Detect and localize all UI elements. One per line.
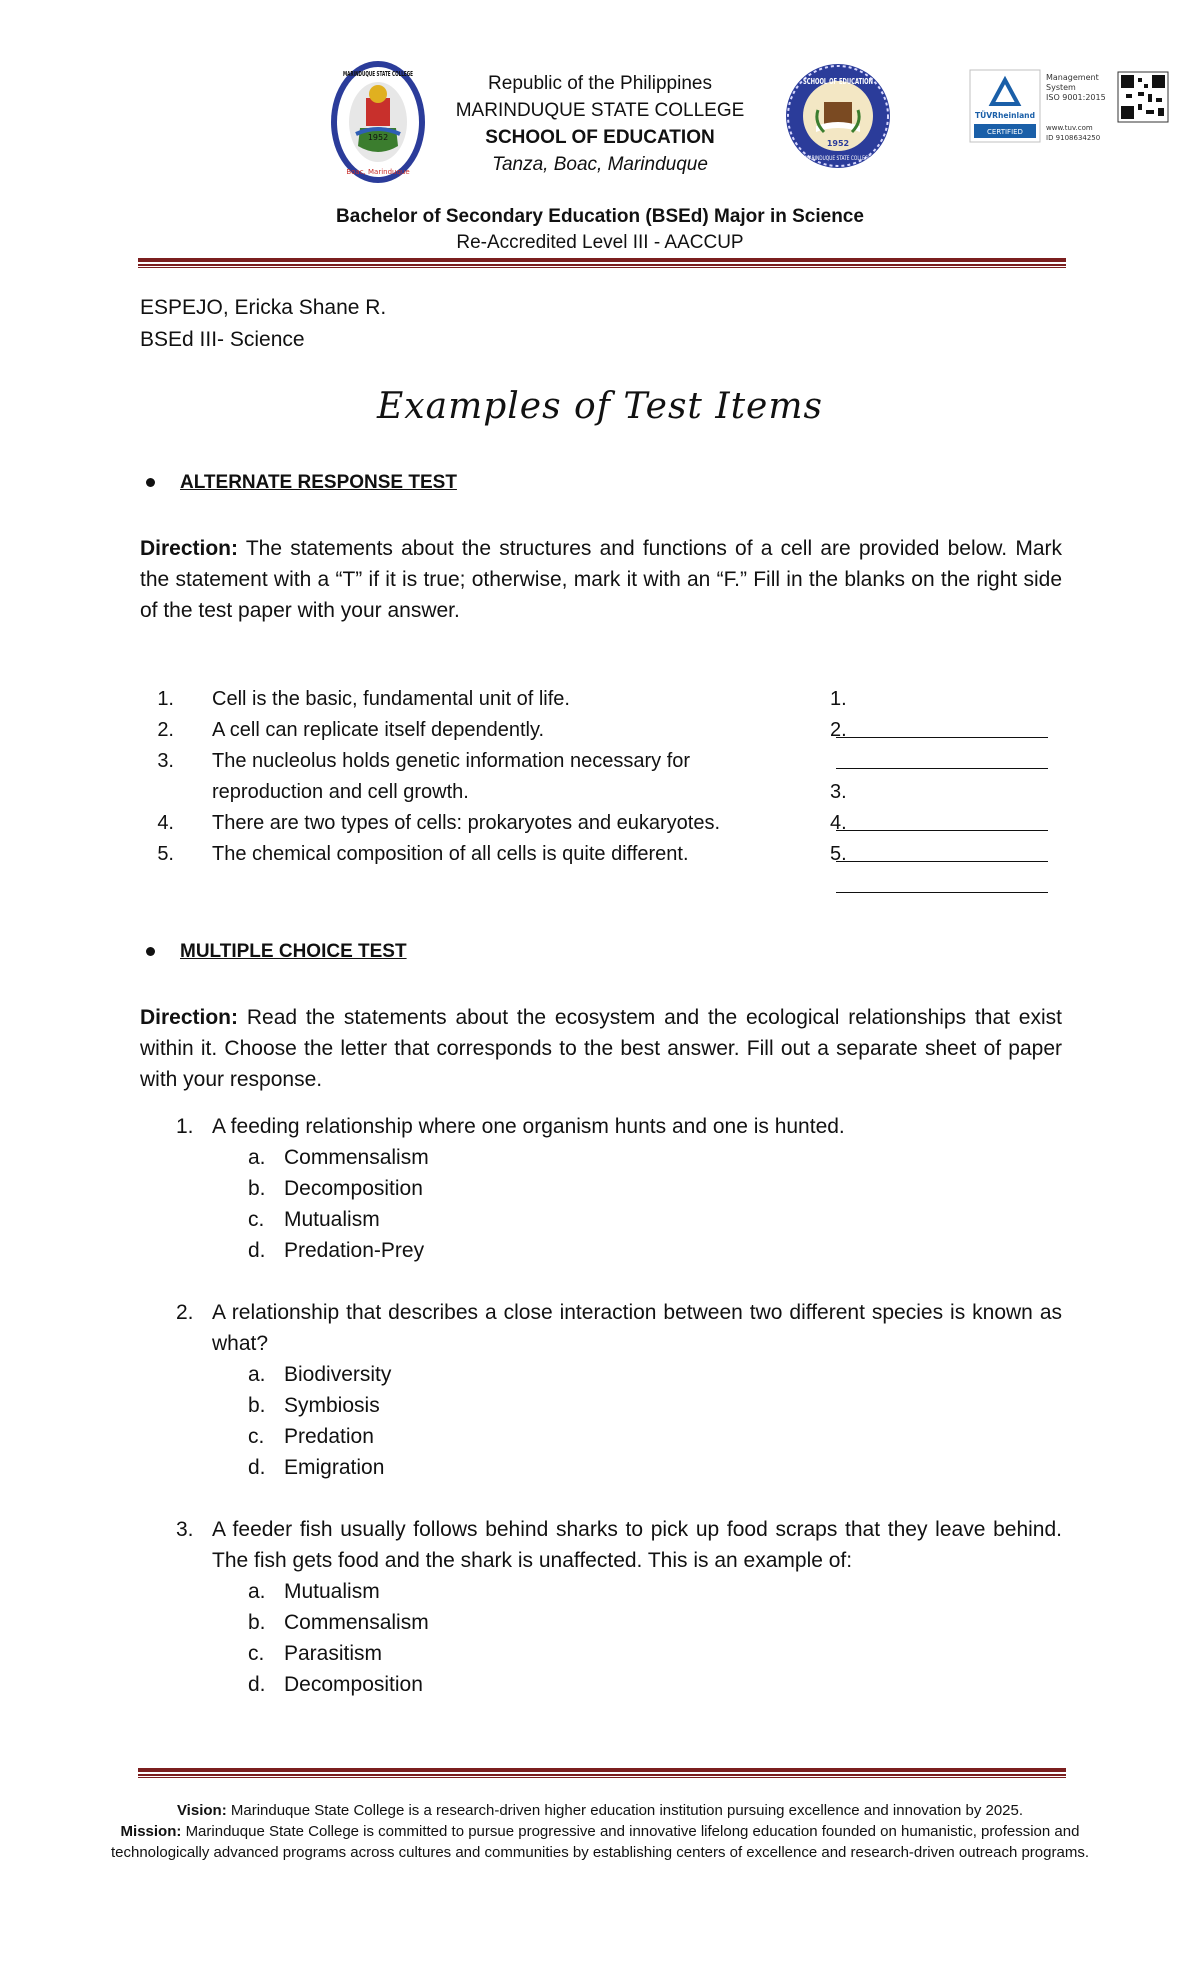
header-divider bbox=[138, 258, 1066, 268]
footer-divider bbox=[138, 1768, 1066, 1778]
svg-text:TÜVRheinland: TÜVRheinland bbox=[975, 111, 1039, 120]
list-item: 3. The nucleolus holds genetic information necessary for reproduction and cell growth. 3. bbox=[140, 746, 1062, 808]
school-name: SCHOOL OF EDUCATION bbox=[485, 127, 715, 148]
option-item: a. Biodiversity bbox=[248, 1363, 392, 1386]
question-text: 1. A feeding relationship where one organism hunts and one is hunted. bbox=[176, 1115, 845, 1138]
bullet-icon bbox=[146, 947, 155, 956]
iso-certification-badge-icon bbox=[970, 70, 1170, 146]
answer-blank[interactable]: 5. bbox=[830, 839, 1062, 903]
option-item: b. Commensalism bbox=[248, 1611, 429, 1634]
alternate-direction bbox=[140, 533, 1062, 626]
multiple-direction bbox=[140, 1002, 1062, 1095]
option-list bbox=[140, 1359, 1062, 1483]
school-of-education-seal-icon bbox=[784, 62, 892, 170]
college-name: MARINDUQUE STATE COLLEGE bbox=[455, 100, 745, 121]
svg-text:MARINDUQUE STATE COLLEGE: MARINDUQUE STATE COLLEGE bbox=[805, 155, 872, 162]
republic-line: Republic of the Philippines bbox=[488, 73, 712, 94]
answer-blank[interactable]: 4. bbox=[830, 808, 1062, 872]
option-item: c. Predation bbox=[248, 1425, 374, 1448]
option-item: c. Mutualism bbox=[248, 1208, 380, 1231]
list-item: 4. There are two types of cells: prokaryotes and eukaryotes. 4. bbox=[140, 808, 1062, 839]
school-address: Tanza, Boac, Marinduque bbox=[492, 154, 708, 175]
answer-blank[interactable]: 3. bbox=[830, 777, 1062, 841]
svg-text:Boac, Marinduque: Boac, Marinduque bbox=[346, 168, 410, 176]
option-item: b. Symbiosis bbox=[248, 1394, 380, 1417]
footer bbox=[100, 1800, 1100, 1863]
list-item: 1. Cell is the basic, fundamental unit of life. 1. bbox=[140, 684, 1062, 715]
option-item: b. Decomposition bbox=[248, 1177, 423, 1200]
svg-text:ID 9108634250: ID 9108634250 bbox=[1046, 134, 1101, 142]
mc-question-3 bbox=[140, 1514, 1062, 1700]
svg-text:SCHOOL OF EDUCATION: SCHOOL OF EDUCATION bbox=[803, 77, 873, 86]
svg-text:www.tuv.com: www.tuv.com bbox=[1046, 124, 1093, 132]
option-item: c. Parasitism bbox=[248, 1642, 383, 1665]
option-item: a. Mutualism bbox=[248, 1580, 380, 1603]
alternate-response-heading: ALTERNATE RESPONSE TEST bbox=[180, 472, 457, 494]
direction-text: Read the statements about the ecosystem and the ecological relationships that exist within it. Choose the letter that corresponds to the best answer. Fill out a separate sheet of paper with your response. bbox=[140, 1006, 1062, 1091]
answer-blank[interactable]: 1. bbox=[830, 684, 1062, 748]
svg-text:ISO 9001:2015: ISO 9001:2015 bbox=[1046, 93, 1106, 102]
student-name: ESPEJO, Ericka Shane R. bbox=[140, 296, 387, 319]
page-title: Examples of Test Items bbox=[377, 386, 823, 427]
direction-label: Direction: bbox=[140, 537, 239, 560]
degree-program: Bachelor of Secondary Education (BSEd) Major in Science bbox=[336, 206, 864, 227]
bullet-icon bbox=[146, 478, 155, 487]
question-text: 3. A feeder fish usually follows behind sharks to pick up food scraps that they leave behind. The fish gets food and the shark is unaffected. This is an example of: bbox=[176, 1518, 1062, 1572]
option-list bbox=[140, 1576, 1062, 1700]
mission-statement: Mission: Marinduque State College is committed to pursue progressive and innovative lifelong education founded on humanistic, profession and technologically advanced programs across cultures and communities by establishing centers of excellence and research-driven outreach programs. bbox=[110, 1823, 1089, 1861]
multiple-choice-heading: MULTIPLE CHOICE TEST bbox=[180, 941, 407, 963]
student-info bbox=[140, 292, 386, 356]
direction-label: Direction: bbox=[140, 1006, 239, 1029]
true-false-list bbox=[140, 684, 1062, 870]
svg-text:1952: 1952 bbox=[367, 133, 389, 142]
accreditation-line: Re-Accredited Level III - AACCUP bbox=[456, 232, 744, 253]
option-list bbox=[140, 1142, 1062, 1266]
institution-header bbox=[400, 70, 800, 178]
mc-question-1 bbox=[140, 1111, 1062, 1266]
option-item: d. Emigration bbox=[248, 1456, 385, 1479]
svg-text:1952: 1952 bbox=[826, 139, 850, 148]
mc-question-2 bbox=[140, 1297, 1062, 1483]
program-banner bbox=[250, 204, 950, 256]
vision-statement: Vision: Marinduque State College is a research-driven higher education institution pursuing excellence and innovation by 2025. bbox=[176, 1802, 1024, 1819]
direction-text: The statements about the structures and functions of a cell are provided below. Mark the statement with a “T” if it is true; otherwise, mark it with an “F.” Fill in the blanks on the right side of the test paper with your answer. bbox=[140, 537, 1062, 622]
svg-text:CERTIFIED: CERTIFIED bbox=[987, 128, 1023, 136]
list-item: 5. The chemical composition of all cells is quite different. 5. bbox=[140, 839, 1062, 870]
qr-code-icon bbox=[1118, 72, 1168, 122]
svg-text:MARINDUQUE STATE COLLEGE: MARINDUQUE STATE COLLEGE bbox=[343, 70, 414, 78]
answer-blank[interactable]: 2. bbox=[830, 715, 1062, 779]
question-text: 2. A relationship that describes a close interaction between two different species is known as what? bbox=[176, 1301, 1062, 1355]
list-item: 2. A cell can replicate itself dependently. 2. bbox=[140, 715, 1062, 746]
option-item: d. Predation-Prey bbox=[248, 1239, 425, 1262]
option-item: a. Commensalism bbox=[248, 1146, 429, 1169]
svg-text:System: System bbox=[1046, 83, 1076, 92]
student-course: BSEd III- Science bbox=[140, 328, 305, 351]
svg-text:Management: Management bbox=[1046, 73, 1099, 82]
option-item: d. Decomposition bbox=[248, 1673, 423, 1696]
